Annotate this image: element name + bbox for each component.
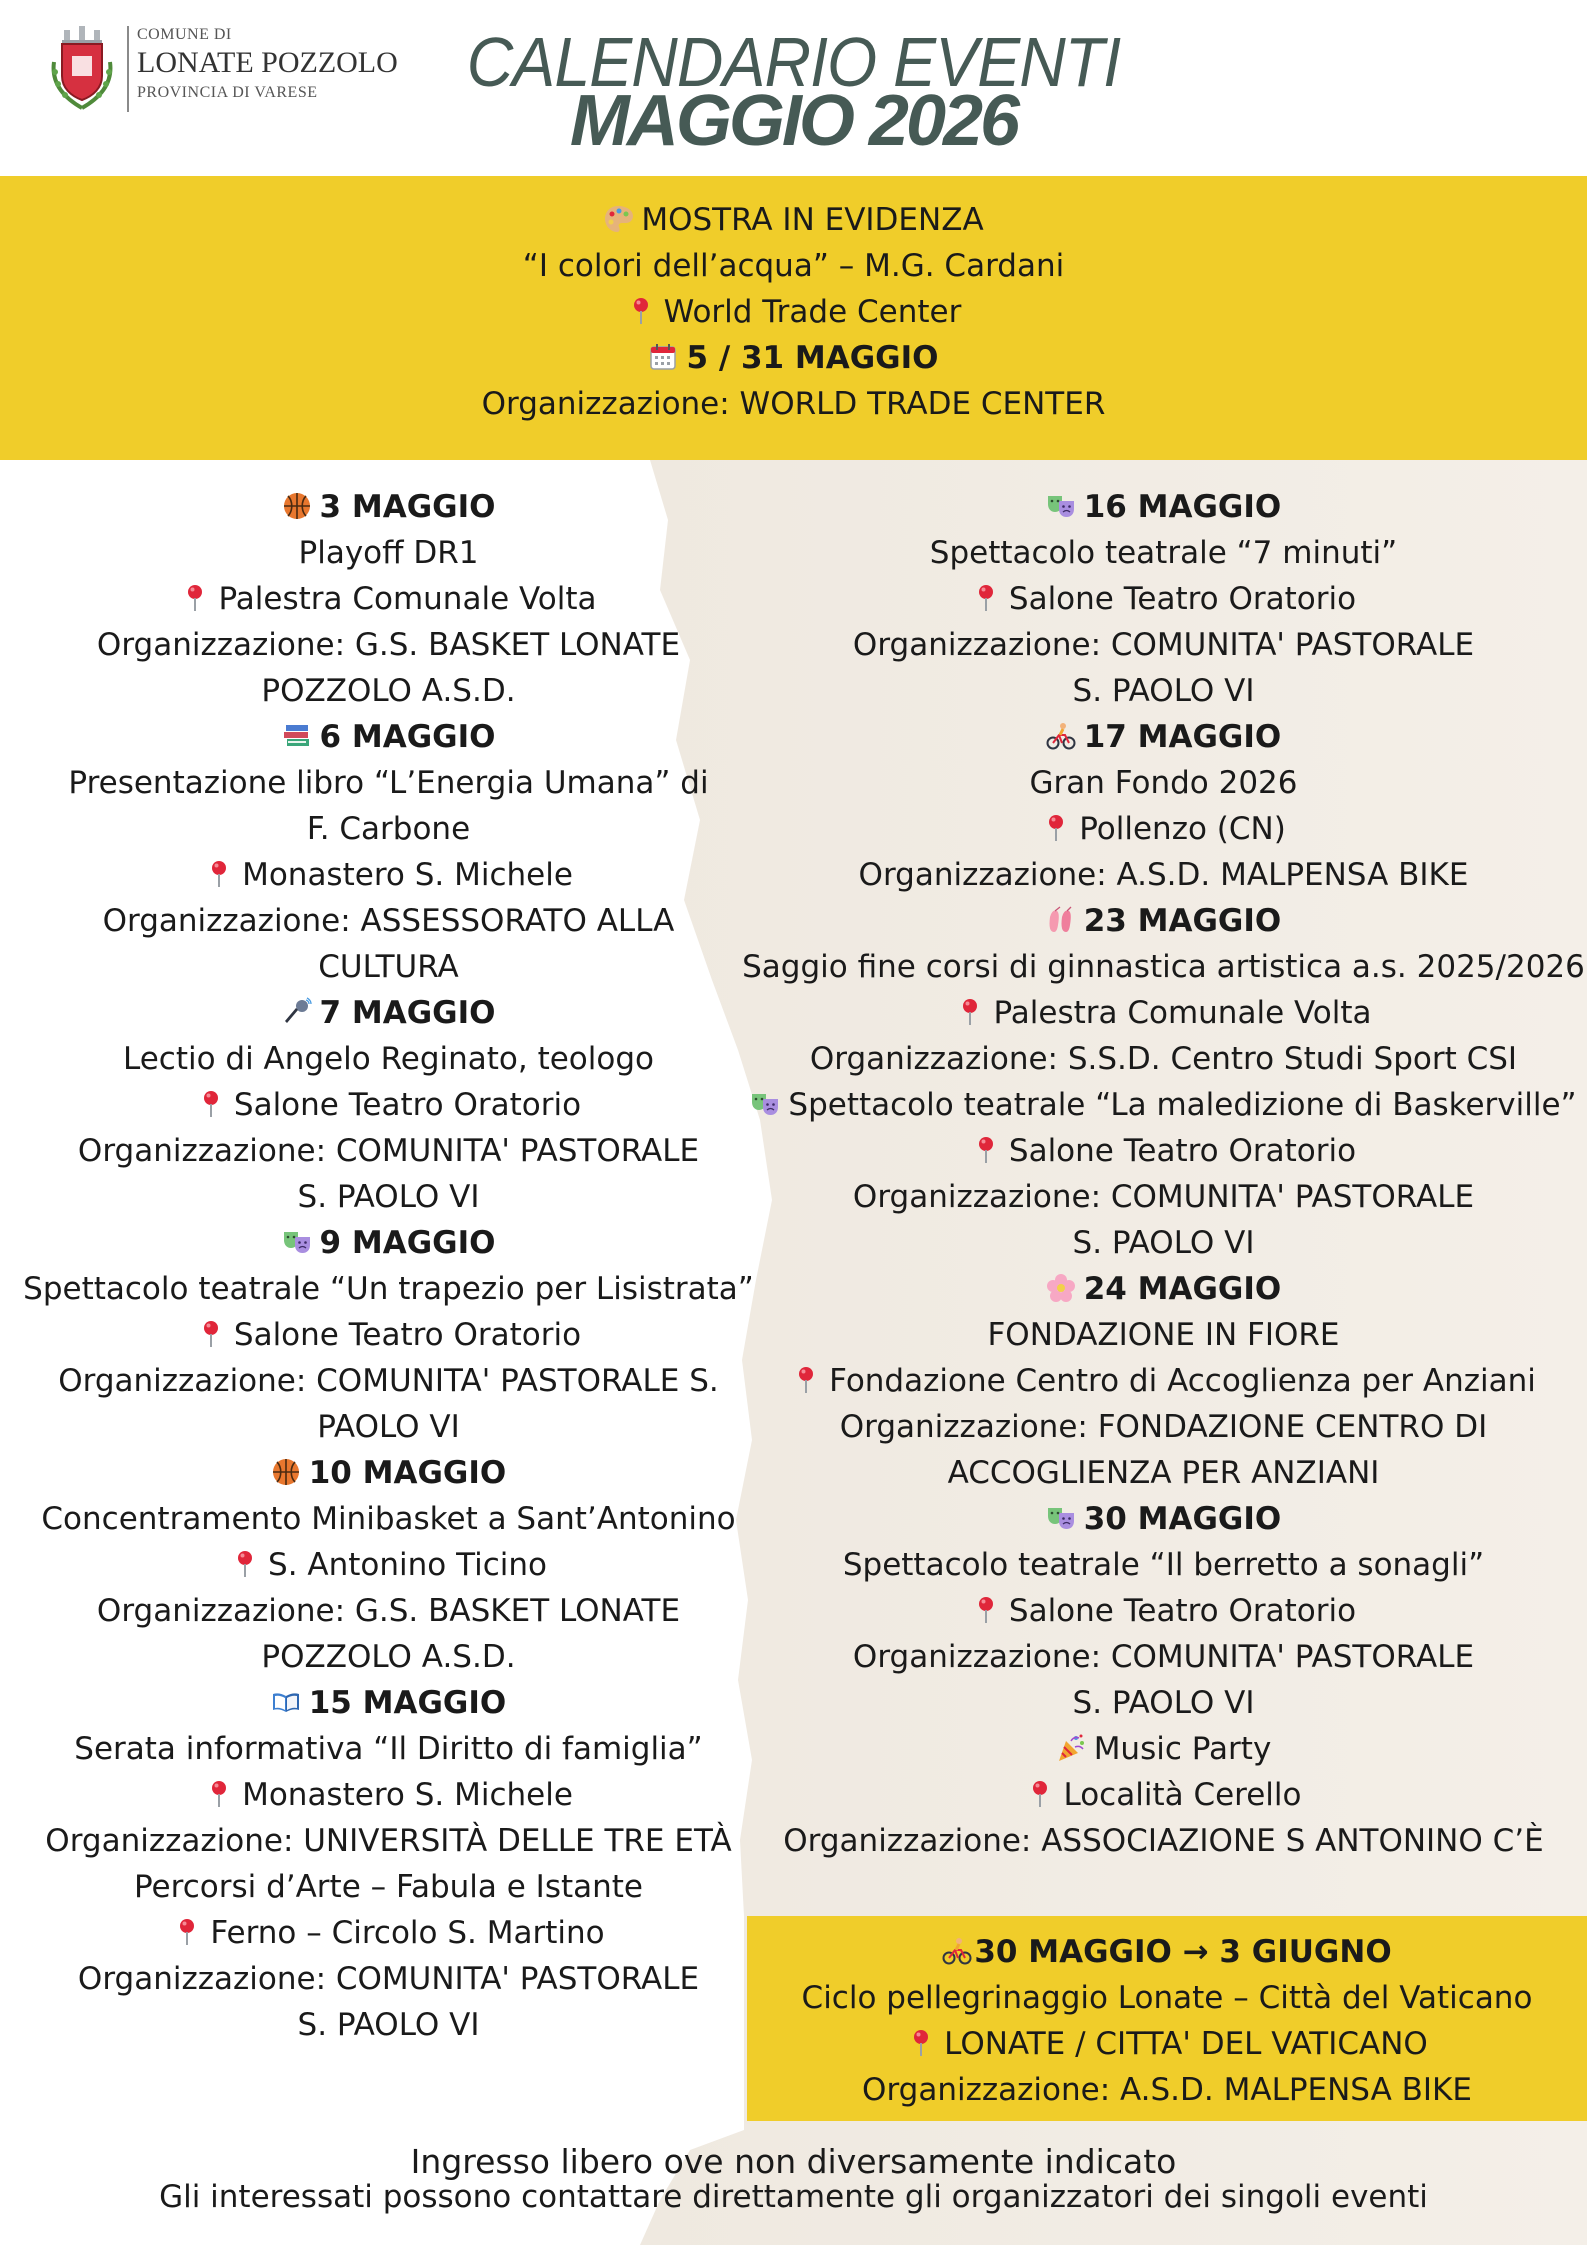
event-org: POZZOLO A.S.D. — [261, 1639, 516, 1675]
event-place: Pollenzo (CN) — [1079, 811, 1286, 847]
event-title: FONDAZIONE IN FIORE — [987, 1317, 1340, 1353]
event-place: Salone Teatro Oratorio — [1008, 1593, 1357, 1629]
event-item — [740, 1266, 1587, 1496]
basketball-icon — [271, 1457, 301, 1487]
pin-icon — [204, 859, 234, 889]
event-org: S. PAOLO VI — [1072, 1225, 1255, 1261]
theater-masks-icon — [282, 1227, 312, 1257]
event-place: Fondazione Centro di Accoglienza per Anziani — [829, 1363, 1536, 1399]
events-right-column — [740, 484, 1587, 1864]
event-org: Organizzazione: COMUNITA' PASTORALE — [77, 1961, 700, 1997]
event-title: F. Carbone — [306, 811, 471, 847]
event-date: 15 MAGGIO — [308, 1685, 507, 1721]
event-item — [740, 1726, 1587, 1864]
final-event-box — [747, 1916, 1587, 2121]
final-event-place: LONATE / CITTA' DEL VATICANO — [944, 2026, 1428, 2062]
event-item — [0, 484, 777, 714]
event-title: Lectio di Angelo Reginato, teologo — [122, 1041, 654, 1077]
event-org: Organizzazione: G.S. BASKET LONATE — [96, 627, 681, 663]
event-place: Palestra Comunale Volta — [218, 581, 597, 617]
blossom-icon — [1046, 1273, 1076, 1303]
event-date: 17 MAGGIO — [1083, 719, 1282, 755]
muni-line2: LONATE POZZOLO — [137, 46, 398, 79]
event-org: Organizzazione: ASSOCIAZIONE S ANTONINO C’È — [783, 1823, 1544, 1859]
event-item — [0, 1450, 777, 1680]
pin-icon — [196, 1319, 226, 1349]
event-org: S. PAOLO VI — [297, 2007, 480, 2043]
open-book-icon — [271, 1687, 301, 1717]
event-date: 3 MAGGIO — [319, 489, 496, 525]
event-place: Palestra Comunale Volta — [993, 995, 1372, 1031]
pin-icon — [180, 583, 210, 613]
footer-note: Ingresso libero ove non diversamente indicato — [410, 2142, 1177, 2181]
event-title: Percorsi d’Arte – Fabula e Istante — [133, 1869, 644, 1905]
event-org: Organizzazione: COMUNITA' PASTORALE — [77, 1133, 700, 1169]
event-org: S. PAOLO VI — [1072, 1685, 1255, 1721]
event-org: CULTURA — [318, 949, 459, 985]
event-title: Spettacolo teatrale “La maledizione di Baskerville” — [788, 1087, 1577, 1123]
event-place: Monastero S. Michele — [242, 1777, 573, 1813]
final-event-org: Organizzazione: A.S.D. MALPENSA BIKE — [862, 2072, 1472, 2108]
pin-icon — [1041, 813, 1071, 843]
event-org: Organizzazione: G.S. BASKET LONATE — [96, 1593, 681, 1629]
event-org: Organizzazione: FONDAZIONE CENTRO DI — [839, 1409, 1488, 1445]
event-place: Monastero S. Michele — [242, 857, 573, 893]
event-item — [740, 898, 1587, 1082]
event-org: Organizzazione: COMUNITA' PASTORALE S. — [58, 1363, 719, 1399]
event-date: 9 MAGGIO — [319, 1225, 496, 1261]
event-place: Salone Teatro Oratorio — [233, 1317, 582, 1353]
event-date: 30 MAGGIO — [1083, 1501, 1282, 1537]
event-item — [740, 1082, 1587, 1266]
featured-place: World Trade Center — [663, 294, 962, 330]
theater-masks-icon — [1046, 1503, 1076, 1533]
featured-heading: MOSTRA IN EVIDENZA — [641, 202, 984, 238]
event-place: Località Cerello — [1063, 1777, 1302, 1813]
pin-icon — [1025, 1779, 1055, 1809]
event-place: Ferno – Circolo S. Martino — [210, 1915, 605, 1951]
party-popper-icon — [1056, 1733, 1086, 1763]
event-date: 16 MAGGIO — [1083, 489, 1282, 525]
pin-icon — [955, 997, 985, 1027]
event-org: Organizzazione: A.S.D. MALPENSA BIKE — [858, 857, 1469, 893]
theater-masks-icon — [1046, 491, 1076, 521]
event-org: S. PAOLO VI — [1072, 673, 1255, 709]
event-date: 24 MAGGIO — [1083, 1271, 1282, 1307]
pin-icon — [196, 1089, 226, 1119]
basketball-icon — [282, 491, 312, 521]
pin-icon — [971, 583, 1001, 613]
pin-icon — [230, 1549, 260, 1579]
footer-contact-note: Gli interessati possono contattare direttamente gli organizzatori dei singoli eventi — [159, 2179, 1428, 2215]
pin-icon — [971, 1135, 1001, 1165]
palette-icon — [603, 204, 633, 234]
footer — [0, 2144, 1587, 2214]
event-item — [0, 1680, 777, 1864]
final-event-dates: 30 MAGGIO → 3 GIUGNO — [974, 1934, 1392, 1970]
microphone-icon — [282, 997, 312, 1027]
pin-icon — [172, 1917, 202, 1947]
event-title: Playoff DR1 — [298, 535, 479, 571]
event-title: Saggio fine corsi di ginnastica artistica a.s. 2025/2026 — [742, 949, 1585, 985]
event-org: Organizzazione: ASSESSORATO ALLA — [102, 903, 675, 939]
event-item — [740, 714, 1587, 898]
event-item — [0, 714, 777, 990]
featured-org: Organizzazione: WORLD TRADE CENTER — [481, 386, 1106, 422]
page-subtitle: MAGGIO 2026 — [569, 81, 1018, 161]
event-org: POZZOLO A.S.D. — [261, 673, 516, 709]
event-org: Organizzazione: UNIVERSITÀ DELLE TRE ETÀ — [45, 1823, 732, 1859]
pin-icon — [971, 1595, 1001, 1625]
event-date: 6 MAGGIO — [319, 719, 496, 755]
event-item — [740, 1496, 1587, 1726]
pin-icon — [791, 1365, 821, 1395]
cyclist-icon — [942, 1936, 972, 1966]
event-title: Concentramento Minibasket a Sant’Antonino — [41, 1501, 736, 1537]
final-event-title: Ciclo pellegrinaggio Lonate – Città del Vaticano — [801, 1980, 1533, 2016]
event-org: PAOLO VI — [317, 1409, 460, 1445]
event-title: Presentazione libro “L’Energia Umana” di — [68, 765, 709, 801]
event-item — [0, 1220, 777, 1450]
featured-title: “I colori dell’acqua” – M.G. Cardani — [522, 248, 1065, 284]
event-place: Salone Teatro Oratorio — [1008, 581, 1357, 617]
event-place: Salone Teatro Oratorio — [233, 1087, 582, 1123]
cyclist-icon — [1046, 721, 1076, 751]
featured-exhibition — [0, 176, 1587, 460]
calendar-icon — [648, 342, 678, 372]
event-item — [740, 484, 1587, 714]
event-org: Organizzazione: COMUNITA' PASTORALE — [852, 1639, 1475, 1675]
event-place: S. Antonino Ticino — [268, 1547, 547, 1583]
event-title: Gran Fondo 2026 — [1029, 765, 1298, 801]
event-org: Organizzazione: COMUNITA' PASTORALE — [852, 1179, 1475, 1215]
event-date: 10 MAGGIO — [308, 1455, 507, 1491]
event-date: 23 MAGGIO — [1083, 903, 1282, 939]
event-title: Spettacolo teatrale “Un trapezio per Lisistrata” — [23, 1271, 754, 1307]
pin-icon — [906, 2028, 936, 2058]
books-icon — [282, 721, 312, 751]
events-left-column — [0, 484, 777, 2048]
event-title: Spettacolo teatrale “7 minuti” — [929, 535, 1398, 571]
page-title: CALENDARIO EVENTI — [466, 23, 1121, 101]
event-item — [0, 990, 777, 1220]
event-item — [0, 1864, 777, 2048]
event-date: 7 MAGGIO — [319, 995, 496, 1031]
event-place: Salone Teatro Oratorio — [1008, 1133, 1357, 1169]
event-org: ACCOGLIENZA PER ANZIANI — [947, 1455, 1380, 1491]
featured-dates: 5 / 31 MAGGIO — [686, 340, 939, 376]
muni-line1: COMUNE DI — [137, 26, 232, 43]
event-title: Spettacolo teatrale “Il berretto a sonagli” — [842, 1547, 1485, 1583]
pin-icon — [626, 296, 656, 326]
event-org: Organizzazione: COMUNITA' PASTORALE — [852, 627, 1475, 663]
event-title: Music Party — [1093, 1731, 1272, 1767]
theater-masks-icon — [750, 1089, 780, 1119]
header — [0, 0, 1587, 175]
ballet-shoes-icon — [1046, 905, 1076, 935]
event-org: S. PAOLO VI — [297, 1179, 480, 1215]
muni-line3: PROVINCIA DI VARESE — [137, 84, 318, 101]
event-org: Organizzazione: S.S.D. Centro Studi Sport CSI — [809, 1041, 1518, 1077]
pin-icon — [204, 1779, 234, 1809]
event-title: Serata informativa “Il Diritto di famiglia” — [74, 1731, 703, 1767]
